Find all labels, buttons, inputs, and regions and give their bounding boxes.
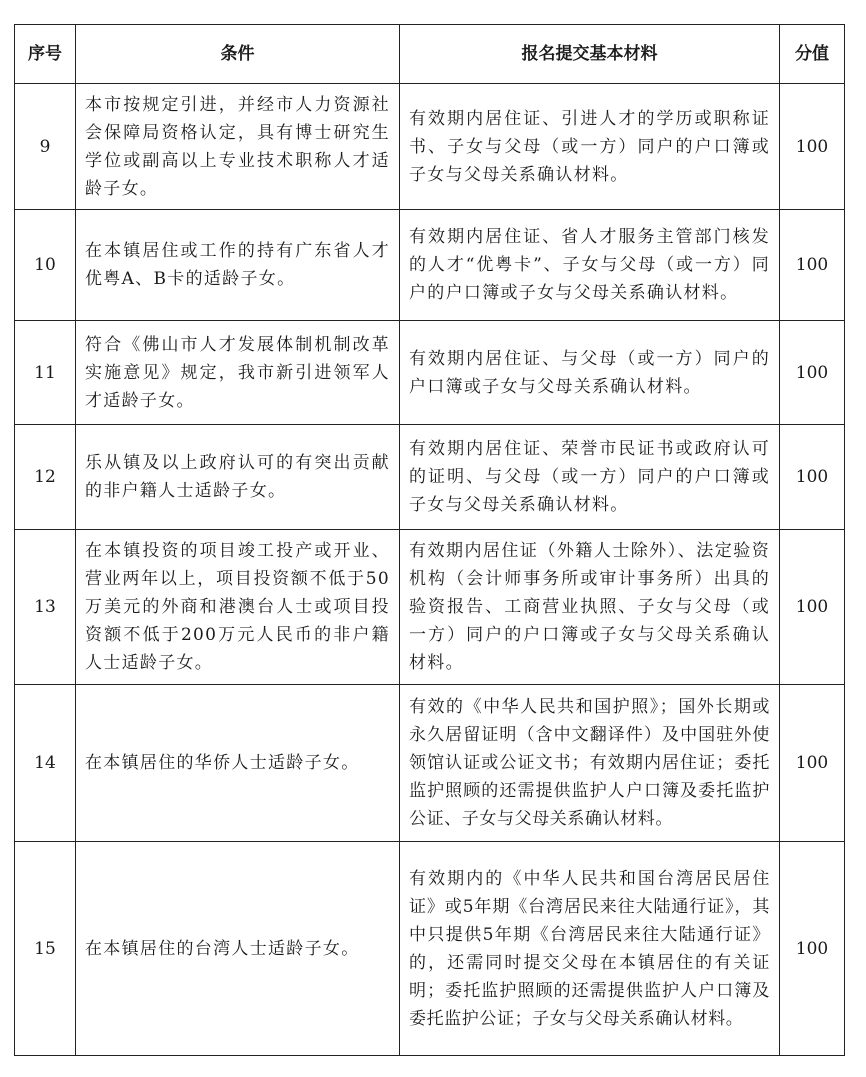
table-row (15, 685, 845, 842)
row-materials: 有效期内居住证（外籍人士除外）、法定验资机构（会计师事务所或审计事务所）出具的验资报告、工商营业执照、子女与父母（或一方）同户的户口簿或子女与父母关系确认材料。 (400, 530, 780, 685)
row-score: 100 (780, 425, 845, 530)
row-number: 15 (15, 842, 76, 1056)
header-no: 序号 (15, 25, 76, 84)
table-row (15, 84, 845, 210)
row-score: 100 (780, 842, 845, 1056)
table-header (15, 25, 845, 84)
row-materials: 有效的《中华人民共和国护照》；国外长期或永久居留证明（含中文翻译件）及中国驻外使领馆认证或公证文书；有效期内居住证；委托监护照顾的还需提供监护人户口簿及委托监护公证、子女与父母关系确认材料。 (400, 685, 780, 842)
row-condition: 符合《佛山市人才发展体制机制改革实施意见》规定，我市新引进领军人才适龄子女。 (76, 321, 400, 425)
row-condition: 在本镇居住的台湾人士适龄子女。 (76, 842, 400, 1056)
row-score: 100 (780, 84, 845, 210)
header-score: 分值 (780, 25, 845, 84)
row-materials: 有效期内的《中华人民共和国台湾居民居住证》或5年期《台湾居民来往大陆通行证》，其中只提供5年期《台湾居民来往大陆通行证》的，还需同时提交父母在本镇居住的有关证明；委托监护照顾的还需提供监护人户口簿及委托监护公证；子女与父母关系确认材料。 (400, 842, 780, 1056)
row-number: 10 (15, 210, 76, 321)
table-row (15, 842, 845, 1056)
row-condition: 乐从镇及以上政府认可的有突出贡献的非户籍人士适龄子女。 (76, 425, 400, 530)
row-materials: 有效期内居住证、引进人才的学历或职称证书、子女与父母（或一方）同户的户口簿或子女与父母关系确认材料。 (400, 84, 780, 210)
header-materials: 报名提交基本材料 (400, 25, 780, 84)
row-number: 13 (15, 530, 76, 685)
row-condition: 在本镇投资的项目竣工投产或开业、营业两年以上，项目投资额不低于50万美元的外商和港澳台人士或项目投资额不低于200万元人民币的非户籍人士适龄子女。 (76, 530, 400, 685)
table-row (15, 530, 845, 685)
table-row (15, 425, 845, 530)
row-number: 11 (15, 321, 76, 425)
header-row (15, 25, 845, 84)
row-number: 14 (15, 685, 76, 842)
row-score: 100 (780, 685, 845, 842)
row-condition: 在本镇居住的华侨人士适龄子女。 (76, 685, 400, 842)
row-score: 100 (780, 321, 845, 425)
conditions-table (14, 24, 845, 1056)
table-row (15, 321, 845, 425)
row-materials: 有效期内居住证、省人才服务主管部门核发的人才“优粤卡”、子女与父母（或一方）同户的户口簿或子女与父母关系确认材料。 (400, 210, 780, 321)
table-row (15, 210, 845, 321)
row-number: 9 (15, 84, 76, 210)
row-condition: 本市按规定引进，并经市人力资源社会保障局资格认定，具有博士研究生学位或副高以上专业技术职称人才适龄子女。 (76, 84, 400, 210)
table-body (15, 84, 845, 1056)
row-condition: 在本镇居住或工作的持有广东省人才优粤A、B卡的适龄子女。 (76, 210, 400, 321)
header-condition: 条件 (76, 25, 400, 84)
row-score: 100 (780, 210, 845, 321)
row-number: 12 (15, 425, 76, 530)
row-materials: 有效期内居住证、荣誉市民证书或政府认可的证明、与父母（或一方）同户的户口簿或子女与父母关系确认材料。 (400, 425, 780, 530)
row-materials: 有效期内居住证、与父母（或一方）同户的户口簿或子女与父母关系确认材料。 (400, 321, 780, 425)
row-score: 100 (780, 530, 845, 685)
